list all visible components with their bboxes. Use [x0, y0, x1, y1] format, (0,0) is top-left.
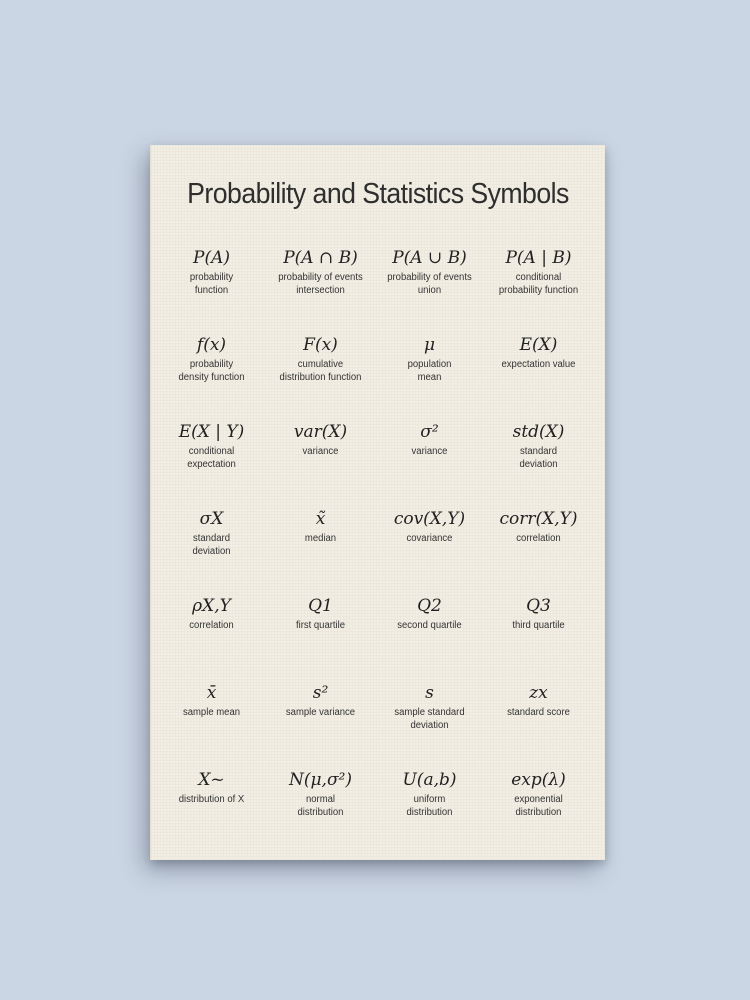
symbol-cell — [484, 767, 593, 854]
symbol-notation: σX — [199, 509, 224, 529]
symbol-cell — [157, 332, 266, 419]
symbol-label: median — [304, 533, 337, 544]
symbol-cell — [266, 506, 375, 593]
symbol-notation: P(A) — [193, 248, 230, 268]
symbol-label: third quartile — [512, 620, 565, 631]
symbol-label: expectation value — [501, 359, 576, 370]
symbol-label: exponential distribution — [514, 794, 563, 818]
symbol-cell — [375, 419, 484, 506]
symbol-label: standard score — [507, 707, 570, 718]
symbol-label: sample variance — [285, 707, 356, 718]
symbol-notation: N(μ,σ²) — [288, 770, 352, 790]
symbol-notation: X~ — [198, 770, 225, 790]
symbol-notation: exp(λ) — [511, 770, 566, 790]
symbol-notation: ρX,Y — [192, 596, 231, 616]
symbol-label: sample standard deviation — [394, 707, 465, 731]
symbol-notation: P(A ∩ B) — [283, 248, 358, 268]
symbol-label: correlation — [189, 620, 234, 631]
symbol-label: correlation — [516, 533, 561, 544]
symbol-cell — [157, 506, 266, 593]
symbol-label: probability density function — [178, 359, 245, 383]
symbol-label: probability function — [189, 272, 234, 296]
symbol-notation: σ² — [420, 422, 439, 442]
symbol-cell — [157, 680, 266, 767]
symbol-notation: corr(X,Y) — [499, 509, 578, 529]
symbol-notation: f(x) — [196, 335, 227, 355]
symbol-cell — [484, 245, 593, 332]
symbol-notation: E(X | Y) — [178, 422, 245, 442]
symbol-notation: std(X) — [512, 422, 565, 442]
symbol-notation: x̄ — [206, 683, 217, 703]
symbol-cell — [375, 506, 484, 593]
symbol-label: normal distribution — [297, 794, 344, 818]
symbol-label: probability of events intersection — [278, 272, 363, 296]
poster-title: Probability and Statistics Symbols — [187, 178, 569, 210]
symbol-notation: zx — [529, 683, 548, 703]
symbol-label: cumulative distribution function — [279, 359, 362, 383]
symbol-cell — [375, 245, 484, 332]
symbol-notation: P(A | B) — [505, 248, 572, 268]
symbol-cell — [157, 245, 266, 332]
symbol-label: standard deviation — [192, 533, 231, 557]
symbol-cell — [484, 680, 593, 767]
symbol-notation: var(X) — [293, 422, 348, 442]
symbol-label: conditional expectation — [187, 446, 236, 470]
symbol-notation: x̃ — [315, 509, 326, 529]
symbol-cell — [266, 332, 375, 419]
symbol-cell — [266, 245, 375, 332]
symbol-label: covariance — [406, 533, 453, 544]
symbol-cell — [484, 593, 593, 680]
symbol-cell — [375, 332, 484, 419]
symbol-notation: cov(X,Y) — [393, 509, 466, 529]
symbol-notation: Q1 — [308, 596, 333, 616]
symbol-cell — [266, 593, 375, 680]
symbol-notation: E(X) — [519, 335, 558, 355]
symbol-label: variance — [411, 446, 448, 457]
symbol-cell — [157, 593, 266, 680]
symbol-label: uniform distribution — [406, 794, 453, 818]
symbol-notation: Q3 — [526, 596, 551, 616]
symbol-cell — [375, 680, 484, 767]
symbol-label: first quartile — [295, 620, 346, 631]
symbol-label: second quartile — [397, 620, 462, 631]
symbol-label: distribution of X — [178, 794, 245, 805]
symbol-notation: P(A ∪ B) — [392, 248, 467, 268]
poster-canvas — [150, 145, 605, 860]
symbol-notation: Q2 — [417, 596, 442, 616]
symbol-notation: μ — [423, 335, 436, 355]
symbol-cell — [266, 680, 375, 767]
symbol-cell — [484, 332, 593, 419]
symbol-notation: s — [425, 683, 434, 703]
symbol-cell — [157, 419, 266, 506]
symbol-notation: U(a,b) — [402, 770, 457, 790]
symbol-cell — [484, 506, 593, 593]
symbol-label: probability of events union — [387, 272, 472, 296]
symbol-cell — [266, 419, 375, 506]
symbol-cell — [375, 593, 484, 680]
symbol-notation: F(x) — [303, 335, 338, 355]
symbol-label: population mean — [407, 359, 452, 383]
symbol-label: standard deviation — [519, 446, 558, 470]
symbol-cell — [157, 767, 266, 854]
symbol-grid — [151, 245, 611, 854]
symbol-label: variance — [302, 446, 339, 457]
symbol-label: conditional probability function — [498, 272, 579, 296]
symbol-cell — [375, 767, 484, 854]
symbol-notation: s² — [312, 683, 329, 703]
symbol-cell — [484, 419, 593, 506]
symbol-label: sample mean — [182, 707, 241, 718]
symbol-cell — [266, 767, 375, 854]
